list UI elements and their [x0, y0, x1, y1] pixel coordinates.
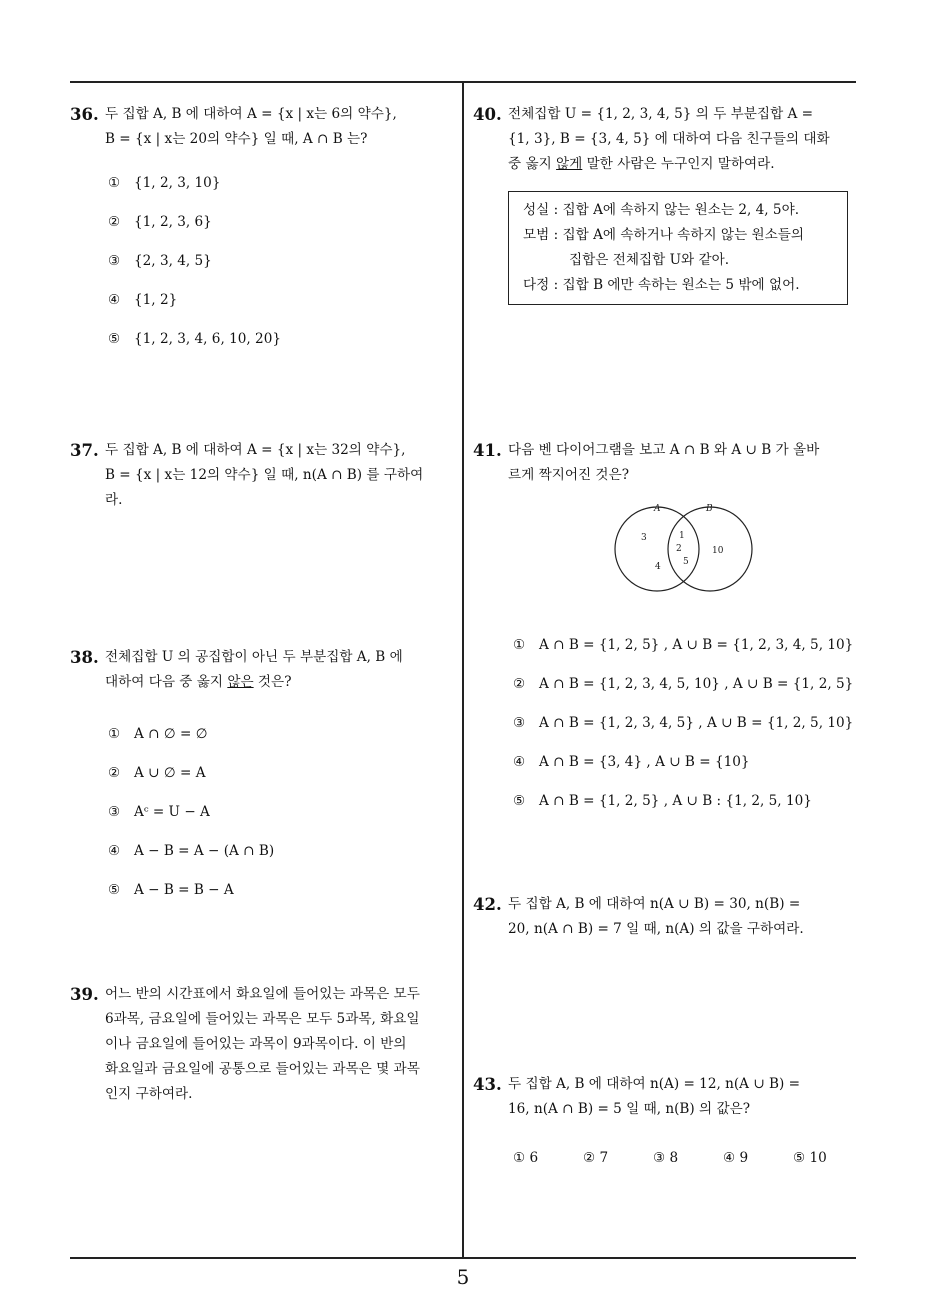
problem-number: 43. — [473, 1075, 502, 1094]
choice-item[interactable] — [653, 1150, 723, 1166]
choice-text: {2, 3, 4, 5} — [134, 253, 212, 269]
stem-line: 전체집합 U = {1, 2, 3, 4, 5} 의 두 부분집합 A = — [508, 106, 814, 122]
choice-text: {1, 2, 3, 10} — [134, 175, 221, 191]
venn-element: 5 — [683, 557, 689, 567]
choice-text: A ∩ ∅ = ∅ — [134, 726, 208, 742]
choice-text: 10 — [809, 1150, 827, 1166]
stem-line: 두 집합 A, B 에 대하여 n(A ∪ B) = 30, n(B) = — [508, 896, 801, 912]
dialogue-line: 모범 : 집합 A에 속하거나 속하지 않는 원소들의 — [523, 227, 805, 243]
choice-mark: ⑤ — [108, 331, 121, 347]
choice-text: A ∪ ∅ = A — [134, 765, 206, 781]
choice-item[interactable] — [513, 710, 853, 749]
choice-item[interactable] — [108, 164, 456, 203]
choice-item[interactable] — [793, 1150, 863, 1166]
choice-mark: ② — [583, 1150, 596, 1166]
choice-item[interactable] — [108, 281, 456, 320]
choice-item[interactable] — [583, 1150, 653, 1166]
problem-39-stem — [70, 982, 456, 1107]
stem-text: 중 옳지 — [508, 156, 557, 172]
choice-text: 6 — [529, 1150, 539, 1166]
problem-40 — [473, 102, 859, 177]
choice-list — [513, 1150, 863, 1166]
choice-text: A − B = A − (A ∩ B) — [134, 843, 275, 859]
venn-element: 4 — [655, 562, 661, 572]
underlined-word: 않게 — [556, 156, 583, 172]
stem-text: 것은? — [253, 674, 292, 690]
problem-36-stem — [70, 102, 456, 152]
problem-number: 41. — [473, 441, 502, 460]
problem-38-stem — [70, 645, 456, 695]
problem-number: 39. — [70, 985, 99, 1004]
stem-line: 어느 반의 시간표에서 화요일에 들어있는 과목은 모두 — [105, 986, 420, 1002]
choice-text: {1, 2, 3, 4, 6, 10, 20} — [134, 331, 281, 347]
problem-39 — [70, 982, 456, 1107]
choice-mark: ③ — [513, 715, 526, 731]
choice-item[interactable] — [108, 832, 456, 871]
problem-number: 37. — [70, 441, 99, 460]
stem-line: 16, n(A ∩ B) = 5 일 때, n(B) 의 값은? — [508, 1101, 751, 1117]
choice-text: 8 — [669, 1150, 679, 1166]
problem-37 — [70, 438, 456, 513]
problem-38 — [70, 645, 456, 910]
choice-item[interactable] — [513, 1150, 583, 1166]
choice-item[interactable] — [108, 715, 456, 754]
dialogue-line: 집합은 전체집합 U와 같아. — [569, 252, 730, 268]
choice-mark: ② — [108, 214, 121, 230]
choice-item[interactable] — [108, 793, 456, 832]
choice-item[interactable] — [108, 320, 456, 359]
dialogue-box — [508, 191, 848, 305]
choice-item[interactable] — [108, 203, 456, 242]
set-a-label: A — [654, 504, 661, 514]
choice-item[interactable] — [513, 632, 853, 671]
stem-line — [508, 152, 859, 177]
bottom-rule — [70, 1257, 856, 1259]
stem-line: 다음 벤 다이어그램을 보고 A ∩ B 와 A ∪ B 가 올바 — [508, 442, 820, 458]
choice-mark: ① — [108, 726, 121, 742]
problem-number: 38. — [70, 648, 99, 667]
dialogue-line: 다정 : 집합 B 에만 속하는 원소는 5 밖에 없어. — [523, 277, 800, 293]
choice-text: 9 — [739, 1150, 749, 1166]
venn-element: 3 — [641, 533, 647, 543]
problem-36 — [70, 102, 456, 359]
page-number: 5 — [456, 1265, 470, 1289]
stem-line: 이나 금요일에 들어있는 과목이 9과목이다. 이 반의 — [105, 1036, 407, 1052]
choice-item[interactable] — [513, 749, 853, 788]
problem-43-stem — [473, 1072, 859, 1122]
choice-text: {1, 2} — [134, 292, 178, 308]
choice-mark: ① — [513, 1150, 526, 1166]
choice-item[interactable] — [513, 788, 853, 827]
venn-element: 10 — [712, 546, 724, 556]
stem-line: {1, 3}, B = {3, 4, 5} 에 대하여 다음 친구들의 대화 — [508, 131, 830, 147]
choice-mark: ③ — [108, 804, 121, 820]
column-divider — [462, 82, 464, 1257]
choice-mark: ② — [108, 765, 121, 781]
choice-text: {1, 2, 3, 6} — [134, 214, 212, 230]
stem-text: 대하여 다음 중 옳지 — [105, 674, 228, 690]
stem-text: 말한 사람은 누구인지 말하여라. — [582, 156, 775, 172]
problem-42 — [473, 892, 859, 942]
problem-number: 36. — [70, 105, 99, 124]
problem-40-stem — [473, 102, 859, 177]
choice-mark: ⑤ — [513, 793, 526, 809]
stem-line: 인지 구하여라. — [105, 1086, 193, 1102]
problem-41 — [473, 438, 859, 488]
stem-line: 라. — [105, 492, 123, 508]
set-a-circle — [615, 507, 699, 591]
stem-line: 20, n(A ∩ B) = 7 일 때, n(A) 의 값을 구하여라. — [508, 921, 804, 937]
choice-mark: ① — [513, 637, 526, 653]
stem-line: 6과목, 금요일에 들어있는 과목은 모두 5과목, 화요일 — [105, 1011, 420, 1027]
choice-text: A ∩ B = {3, 4} , A ∪ B = {10} — [539, 754, 750, 770]
choice-mark: ⑤ — [793, 1150, 806, 1166]
venn-element: 1 — [679, 531, 685, 541]
set-b-label: B — [706, 504, 713, 514]
choice-text: A − B = B − A — [134, 882, 234, 898]
choice-mark: ② — [513, 676, 526, 692]
problem-number: 40. — [473, 105, 502, 124]
stem-line: 화요일과 금요일에 공통으로 들어있는 과목은 몇 과목 — [105, 1061, 420, 1077]
problem-41-stem — [473, 438, 859, 488]
choice-list — [108, 715, 456, 910]
stem-line: 전체집합 U 의 공집합이 아닌 두 부분집합 A, B 에 — [105, 649, 403, 665]
choice-item[interactable] — [108, 754, 456, 793]
problem-37-stem — [70, 438, 456, 513]
choice-item[interactable] — [108, 871, 456, 910]
choice-text: A ∩ B = {1, 2, 3, 4, 5} , A ∪ B = {1, 2, 5, 10} — [539, 715, 854, 731]
choice-mark: ③ — [653, 1150, 666, 1166]
choice-mark: ④ — [513, 754, 526, 770]
choice-item[interactable] — [108, 242, 456, 281]
stem-line: 두 집합 A, B 에 대하여 A = {x | x는 32의 약수}, — [105, 442, 406, 458]
choice-item[interactable] — [513, 671, 853, 710]
choice-text: A ∩ B = {1, 2, 3, 4, 5, 10} , A ∪ B = {1, 2, 5} — [539, 676, 854, 692]
stem-line: 두 집합 A, B 에 대하여 A = {x | x는 6의 약수}, — [105, 106, 397, 122]
stem-line: 르게 짝지어진 것은? — [508, 467, 629, 483]
choice-list — [108, 164, 456, 359]
choice-mark: ⑤ — [108, 882, 121, 898]
stem-line: B = {x | x는 20의 약수} 일 때, A ∩ B 는? — [105, 131, 368, 147]
choice-mark: ④ — [108, 843, 121, 859]
stem-line: 두 집합 A, B 에 대하여 n(A) = 12, n(A ∪ B) = — [508, 1076, 801, 1092]
problem-number: 42. — [473, 895, 502, 914]
choice-mark: ③ — [108, 253, 121, 269]
problem-42-stem — [473, 892, 859, 942]
choice-mark: ① — [108, 175, 121, 191]
venn-element: 2 — [676, 544, 682, 554]
choice-list — [513, 632, 853, 827]
choice-text: A ∩ B = {1, 2, 5} , A ∪ B : {1, 2, 5, 10} — [539, 793, 812, 809]
choice-text: 7 — [599, 1150, 609, 1166]
venn-diagram — [612, 500, 758, 592]
stem-line — [105, 670, 456, 695]
choice-text: A ∩ B = {1, 2, 5} , A ∪ B = {1, 2, 3, 4, 5, 10} — [539, 637, 854, 653]
choice-mark: ④ — [723, 1150, 736, 1166]
problem-43 — [473, 1072, 859, 1122]
choice-item[interactable] — [723, 1150, 793, 1166]
choice-mark: ④ — [108, 292, 121, 308]
underlined-word: 않은 — [227, 674, 254, 690]
choice-text: Aᶜ = U − A — [134, 804, 210, 820]
stem-line: B = {x | x는 12의 약수} 일 때, n(A ∩ B) 를 구하여 — [105, 467, 424, 483]
dialogue-line: 성실 : 집합 A에 속하지 않는 원소는 2, 4, 5야. — [523, 202, 800, 218]
